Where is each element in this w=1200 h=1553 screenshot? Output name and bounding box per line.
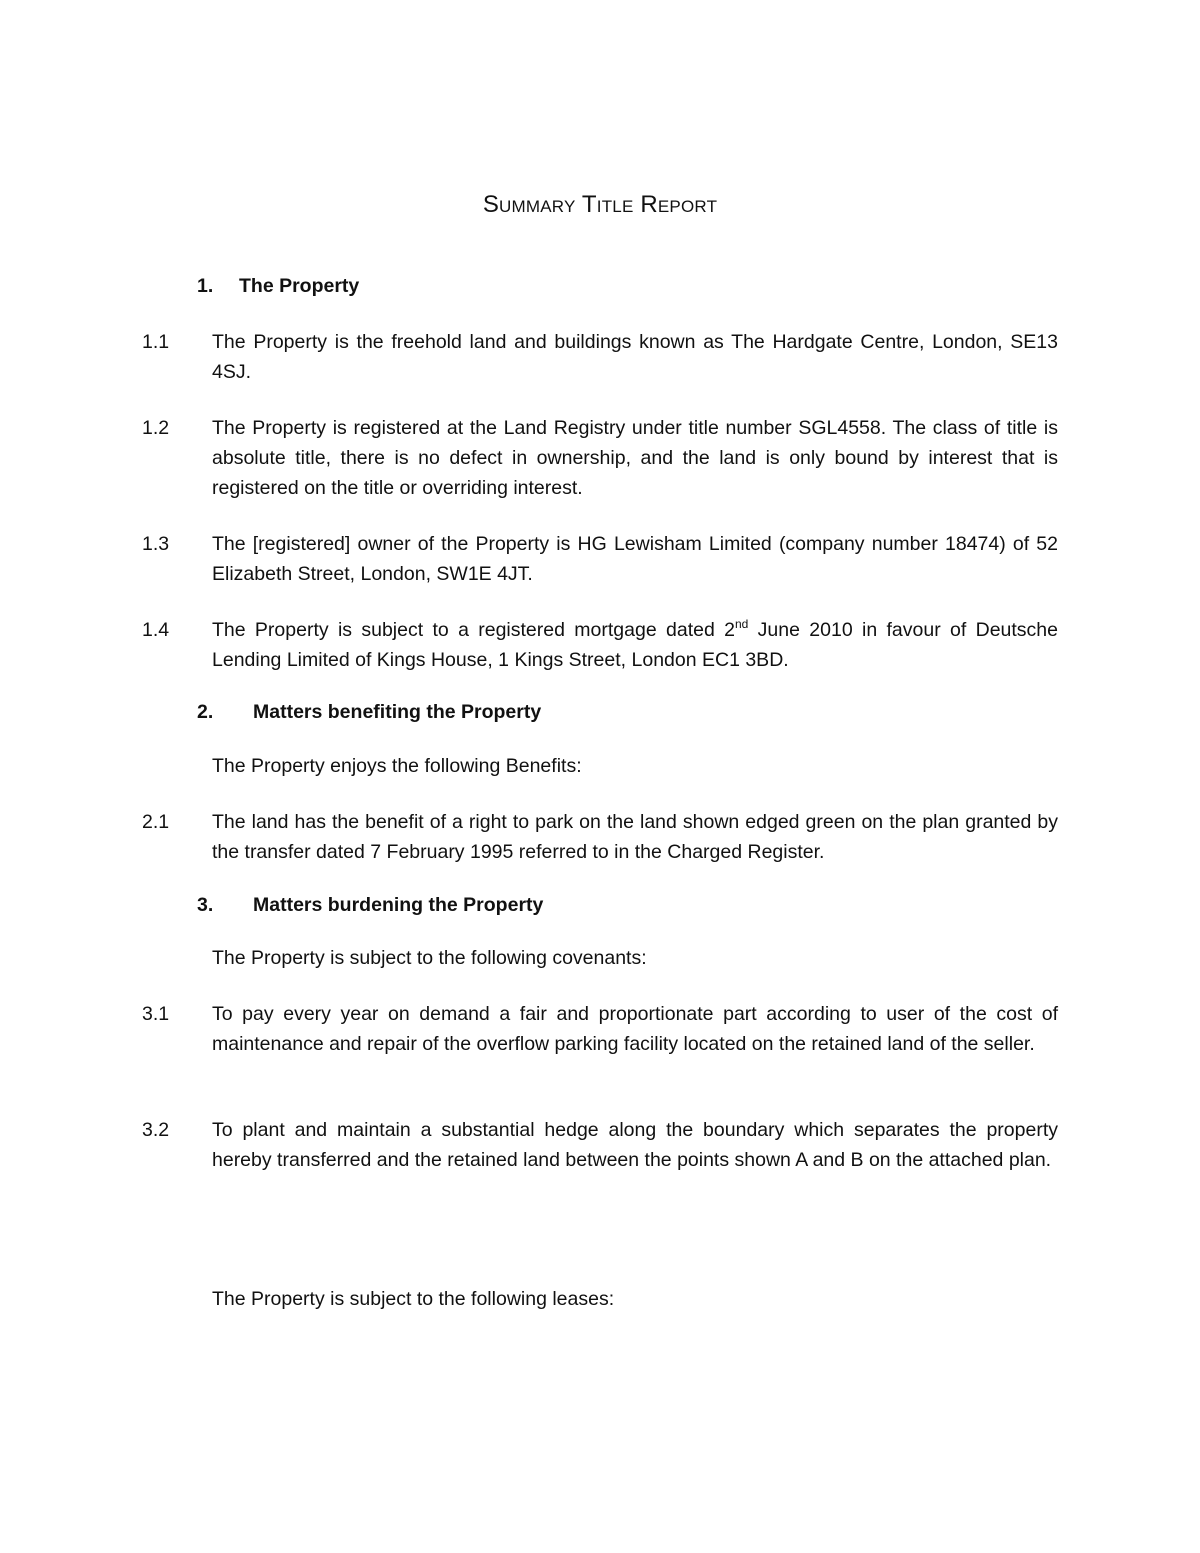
section-intro: The Property enjoys the following Benefits: — [212, 755, 582, 777]
section-number: 3. — [197, 894, 214, 916]
clause-text — [212, 615, 1058, 675]
section-outro: The Property is subject to the following leases: — [212, 1288, 615, 1310]
clause-text-part: June 2010 in favour of Deutsche Lending Limited of Kings House, 1 Kings Street, London EC1 3BD. — [212, 619, 1058, 671]
section-title: The Property — [239, 275, 360, 297]
page-title: Summary Title Report — [482, 191, 718, 218]
section-title: Matters burdening the Property — [253, 894, 544, 916]
clause-text: The Property is the freehold land and buildings known as The Hardgate Centre, London, SE13 4SJ. — [212, 331, 1058, 383]
clause-text: The land has the benefit of a right to park on the land shown edged green on the plan granted by the transfer dated 7 February 1995 referred to in the Charged Register. — [212, 811, 1058, 863]
clause-text: To pay every year on demand a fair and proportionate part according to user of the cost of maintenance and repair of the overflow parking facility located on the retained land of the seller. — [212, 1003, 1058, 1055]
clause-text-part: The Property is subject to a registered mortgage dated 2 — [212, 619, 735, 641]
section-heading-2 — [197, 698, 541, 726]
ordinal-superscript: nd — [734, 617, 749, 631]
clause-number: 3.2 — [142, 1119, 170, 1141]
clause-text: To plant and maintain a substantial hedge along the boundary which separates the property hereby transferred and the retained land between the points shown A and B on the attached plan. — [212, 1119, 1058, 1171]
section-intro: The Property is subject to the following covenants: — [212, 947, 647, 969]
clause-number: 1.4 — [142, 619, 170, 641]
clause-number: 2.1 — [142, 811, 170, 833]
clause-number: 3.1 — [142, 1003, 170, 1025]
clause-number: 1.2 — [142, 417, 170, 439]
clause-text: The [registered] owner of the Property is HG Lewisham Limited (company number 18474) of 52 Elizabeth Street, London, SW1E 4JT. — [212, 533, 1058, 585]
section-number: 1. — [197, 275, 214, 297]
section-heading-3 — [197, 891, 543, 919]
section-number: 2. — [197, 701, 214, 723]
section-title: Matters benefiting the Property — [253, 701, 542, 723]
section-heading-1 — [197, 272, 359, 300]
clause-number: 1.1 — [142, 331, 170, 353]
clause-text: The Property is registered at the Land Registry under title number SGL4558. The class of title is absolute title, there is no defect in ownership, and the land is only bound by interest that is registered on the title or overriding interest. — [212, 417, 1058, 499]
clause-number: 1.3 — [142, 533, 170, 555]
